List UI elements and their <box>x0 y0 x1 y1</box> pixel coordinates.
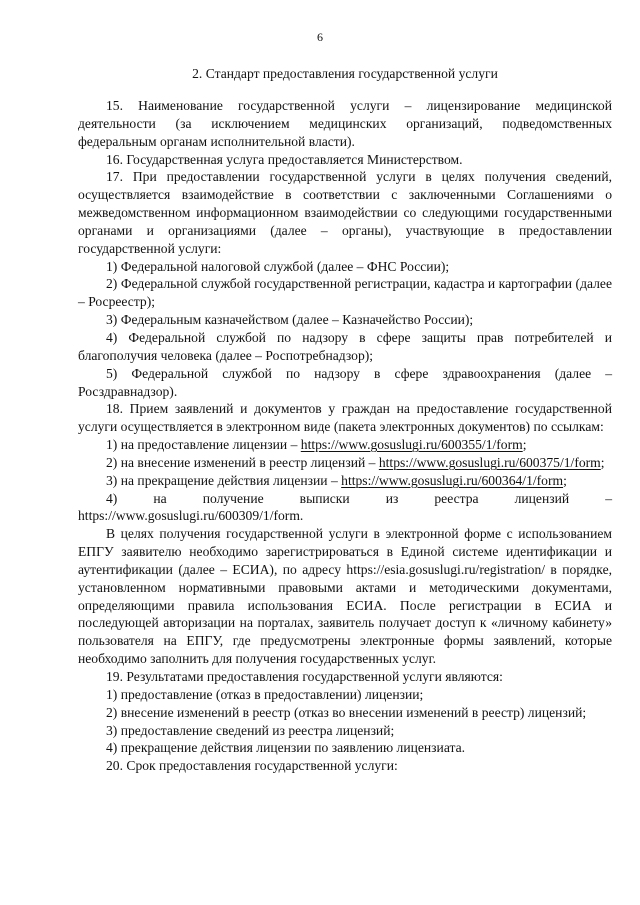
paragraph-15: 15. Наименование государственной услуги – лицензирование медицинской деятельности (за исключением медицинских организаций, подведомственных федеральным органам исполнительной власти). <box>78 98 612 149</box>
paragraph-17-item-2: 2) Федеральной службой государственной регистрации, кадастра и картографии (далее – Росреестр); <box>78 276 612 310</box>
section-heading: 2. Стандарт предоставления государственной услуги <box>192 66 498 81</box>
page-number: 6 <box>317 30 323 44</box>
paragraph-18-item-1: 1) на предоставление лицензии – https://www.gosuslugi.ru/600355/1/form; <box>106 437 527 453</box>
paragraph-17: 17. При предоставлении государственной услуги в целях получения сведений, осуществляется взаимодействие в соответствии с заключенными Соглашениями о межведомственном информационном взаимодействии со следующими государственными органами и организациями (далее – органы), участвующие в предоставлении государственной услуги: <box>78 169 612 256</box>
paragraph-17-item-4: 4) Федеральной службой по надзору в сфере защиты прав потребителей и благополучия человека (далее – Роспотребнадзор); <box>78 329 612 363</box>
paragraph-20: 20. Срок предоставления государственной услуги: <box>106 758 398 774</box>
paragraph-16: 16. Государственная услуга предоставляется Министерством. <box>106 151 463 167</box>
paragraph-19-item-1: 1) предоставление (отказ в предоставлении) лицензии; <box>106 686 424 702</box>
paragraph-19: 19. Результатами предоставления государственной услуги являются: <box>106 669 503 684</box>
paragraph-19-item-4: 4) прекращение действия лицензии по заявлению лицензиата. <box>106 740 466 756</box>
paragraph-17-item-3: 3) Федеральным казначейством (далее – Казначейство России); <box>106 312 474 328</box>
link-registry-changes[interactable]: https://www.gosuslugi.ru/600375/1/form <box>378 454 601 470</box>
link-label: 1) на предоставление лицензии – <box>106 437 301 453</box>
registry-extract-url: https://www.gosuslugi.ru/600309/1/form <box>78 508 300 524</box>
paragraph-19-item-2: 2) внесение изменений в реестр (отказ во внесении изменений в реестр) лицензий; <box>106 704 587 720</box>
link-license-termination[interactable]: https://www.gosuslugi.ru/600364/1/form <box>341 472 564 488</box>
document-body <box>78 97 612 775</box>
paragraph-17-item-1: 1) Федеральной налоговой службой (далее – ФНС России); <box>106 258 450 274</box>
paragraph-esia-registration: В целях получения государственной услуги в электронной форме с использованием ЕПГУ заявителю необходимо зарегистрироваться в Единой системе идентификации и аутентификации (далее – ЕСИА), по адресу https://esia.gosuslugi.ru/registration/ в порядке, установленном нормативными правовыми актами и методическими документами, определяющими правила использования ЕСИА. После регистрации в ЕСИА и последующей авторизации на порталах, заявитель получает доступ к «личному кабинету» пользователя на ЕПГУ, где предусмотрены электронные формы заявлений, которые необходимо заполнить для получения государственных услуг. <box>78 526 612 667</box>
paragraph-18-item-2: 2) на внесение изменений в реестр лицензий – https://www.gosuslugi.ru/600375/1/form; <box>106 454 605 470</box>
paragraph-19-item-3: 3) предоставление сведений из реестра лицензий; <box>106 722 395 738</box>
paragraph-18-item-4: 4) на получение выписки из реестра лицензий – https://www.gosuslugi.ru/600309/1/form. <box>78 490 612 524</box>
paragraph-17-item-5: 5) Федеральной службой по надзору в сфере здравоохранения (далее – Росздравнадзор). <box>78 365 612 399</box>
link-label: 4) на получение выписки из реестра лицензий – <box>106 490 612 506</box>
link-label: 2) на внесение изменений в реестр лицензий – <box>106 454 379 470</box>
link-label: 3) на прекращение действия лицензии – <box>106 472 342 488</box>
paragraph-18-item-3: 3) на прекращение действия лицензии – https://www.gosuslugi.ru/600364/1/form; <box>106 472 567 488</box>
paragraph-18: 18. Прием заявлений и документов у граждан на предоставление государственной услуги осуществляется в электронном виде (пакета электронных документов) по ссылкам: <box>78 401 612 435</box>
link-license-grant[interactable]: https://www.gosuslugi.ru/600355/1/form <box>300 437 523 453</box>
